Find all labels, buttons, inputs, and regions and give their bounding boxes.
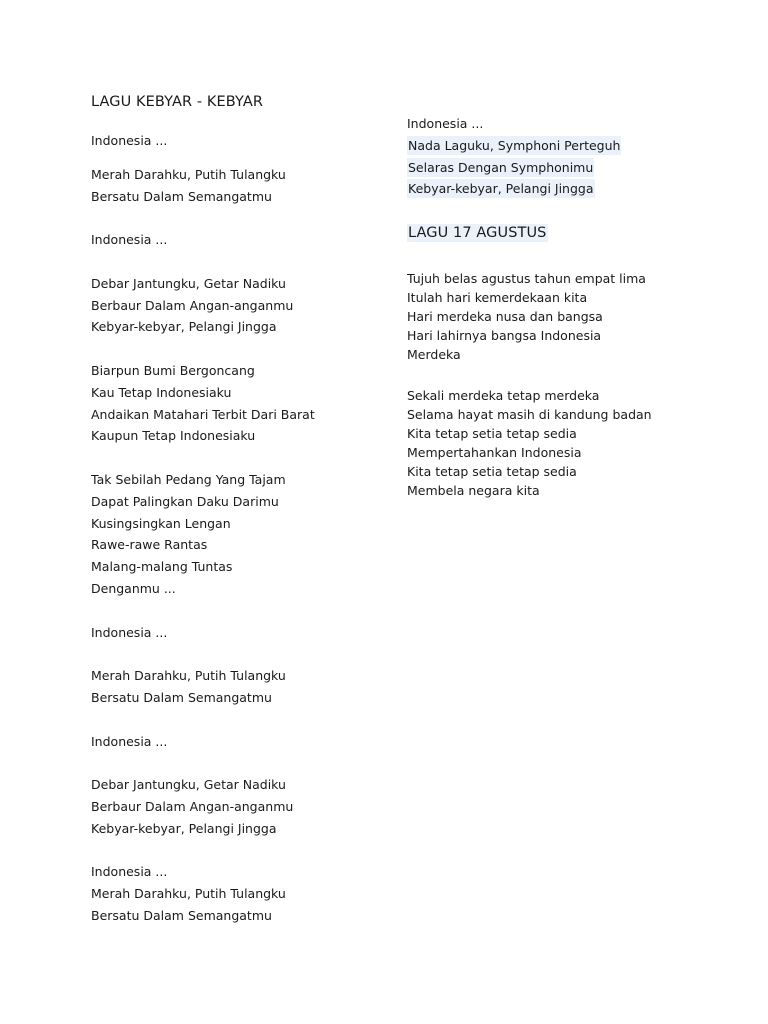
lyric-line: Tak Sebilah Pedang Yang Tajam — [91, 471, 286, 487]
stanza-gap — [91, 152, 315, 164]
lyric-line: Malang-malang Tuntas — [91, 559, 233, 575]
lyric-line: Kau Tetap Indonesiaku — [91, 384, 232, 400]
song-title-kebyar: LAGU KEBYAR - KEBYAR — [91, 94, 264, 110]
stanza-gap — [91, 840, 315, 862]
lyric-line: Hari merdeka nusa dan bangsa — [407, 309, 603, 324]
lyric-line: Indonesia ... — [91, 864, 168, 880]
lyric-line: Kita tetap setia tetap sedia — [407, 464, 577, 479]
stanza-gap — [91, 207, 315, 229]
highlighted-text: Nada Laguku, Symphoni Perteguh — [408, 137, 621, 153]
lyric-line: Kaupun Tetap Indonesiaku — [91, 428, 256, 444]
lyric-line: Debar Jantungku, Getar Nadiku — [91, 275, 286, 291]
stanza-gap — [91, 251, 315, 273]
lyric-line: Selama hayat masih di kandung badan — [407, 407, 652, 422]
lyric-line: Rawe-rawe Rantas — [91, 537, 208, 553]
lyric-line: Bersatu Dalam Semangatmu — [91, 188, 272, 204]
stanza-gap — [407, 364, 652, 386]
lyric-line: Indonesia ... — [91, 733, 168, 749]
lyric-line: Bersatu Dalam Semangatmu — [91, 689, 272, 705]
lyric-line: Itulah hari kemerdekaan kita — [407, 290, 588, 305]
lyric-line: Merdeka — [407, 347, 461, 362]
lyric-line: Hari lahirnya bangsa Indonesia — [407, 328, 602, 343]
lyric-line: Indonesia ... — [91, 624, 168, 640]
lyric-line: Membela negara kita — [407, 483, 540, 498]
lyric-line: Dapat Palingkan Daku Darimu — [91, 493, 279, 509]
lyric-line: Kebyar-kebyar, Pelangi Jingga — [91, 820, 277, 836]
highlighted-text: Kebyar-kebyar, Pelangi Jingga — [408, 181, 594, 197]
stanza-gap — [91, 709, 315, 731]
lyric-line-highlighted — [407, 135, 621, 157]
lyric-line: Indonesia ... — [91, 133, 168, 148]
lyric-line: Kebyar-kebyar, Pelangi Jingga — [91, 319, 277, 335]
lyrics-kebyar-continued — [407, 113, 621, 200]
lyric-line: Merah Darahku, Putih Tulangku — [91, 166, 286, 182]
lyric-line: Berbaur Dalam Angan-anganmu — [91, 798, 294, 814]
lyric-line: Debar Jantungku, Getar Nadiku — [91, 777, 286, 793]
lyric-line: Andaikan Matahari Terbit Dari Barat — [91, 406, 315, 422]
highlighted-title: LAGU 17 AGUSTUS — [408, 225, 547, 241]
lyric-line: Indonesia ... — [91, 232, 168, 248]
song-title-17-agustus — [407, 224, 548, 242]
stanza-gap — [91, 600, 315, 622]
lyric-line: Kusingsingkan Lengan — [91, 515, 231, 531]
lyric-line: Berbaur Dalam Angan-anganmu — [91, 297, 294, 313]
lyric-line-highlighted — [407, 178, 621, 200]
lyrics-17-agustus — [407, 269, 652, 500]
lyric-line: Biarpun Bumi Bergoncang — [91, 362, 255, 378]
stanza-gap — [91, 643, 315, 665]
stanza-gap — [91, 338, 315, 360]
lyric-line: Indonesia ... — [407, 116, 484, 131]
lyric-line: Merah Darahku, Putih Tulangku — [91, 668, 286, 684]
lyric-line: Merah Darahku, Putih Tulangku — [91, 886, 286, 902]
lyric-line: Mempertahankan Indonesia — [407, 445, 582, 460]
highlighted-text: Selaras Dengan Symphonimu — [408, 159, 594, 175]
lyric-line: Kita tetap setia tetap sedia — [407, 426, 577, 441]
lyrics-kebyar — [91, 130, 315, 927]
lyric-line: Tujuh belas agustus tahun empat lima — [407, 271, 646, 286]
stanza-gap — [91, 752, 315, 774]
lyric-line: Bersatu Dalam Semangatmu — [91, 907, 272, 923]
lyric-line-highlighted — [407, 157, 621, 179]
lyric-line: Denganmu ... — [91, 580, 176, 596]
lyric-line: Sekali merdeka tetap merdeka — [407, 388, 600, 403]
stanza-gap — [91, 447, 315, 469]
